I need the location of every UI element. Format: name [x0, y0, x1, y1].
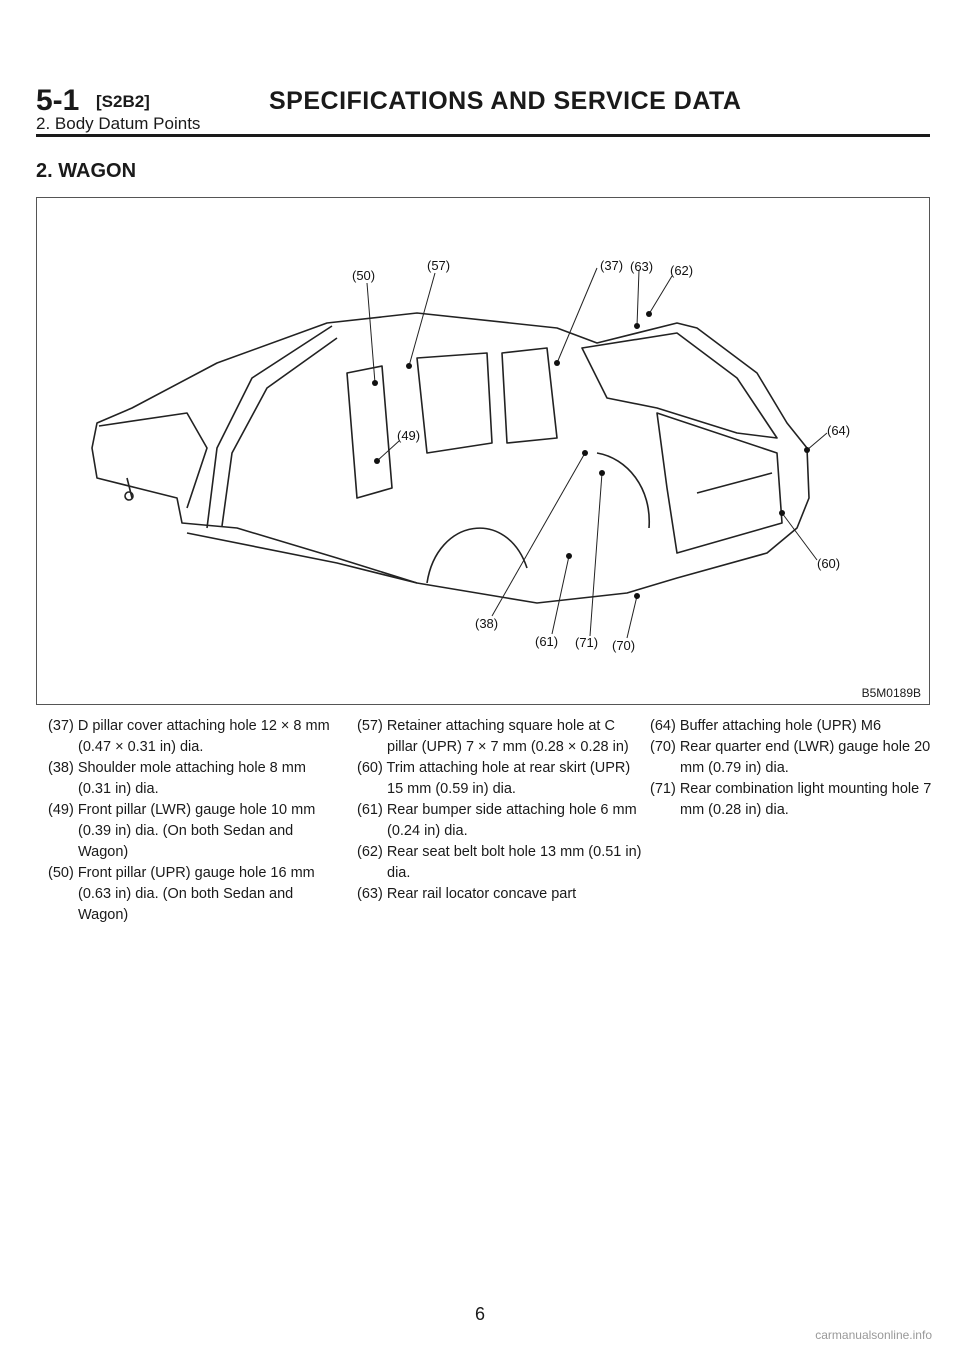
- legend-item: (60) Trim attaching hole at rear skirt (UPR) 15 mm (0.59 in) dia.: [357, 760, 631, 797]
- legend-item: (71) Rear combination light mounting hole 7 mm (0.28 in) dia.: [650, 781, 932, 818]
- callout-71: (71): [575, 635, 599, 650]
- callout-70: (70): [612, 638, 636, 653]
- callout-64: (64): [827, 423, 851, 438]
- section-title: SPECIFICATIONS AND SERVICE DATA: [269, 87, 742, 115]
- callout-61: (61): [535, 634, 559, 649]
- wagon-body-illustration: [37, 198, 929, 704]
- figure-id: B5M0189B: [861, 686, 921, 700]
- callout-60: (60): [817, 556, 841, 571]
- legend-item: (49) Front pillar (LWR) gauge hole 10 mm (0.39 in) dia. (On both Sedan and Wagon): [48, 802, 316, 860]
- legend-item: (63) Rear rail locator concave part: [357, 886, 577, 902]
- legend-column-1: [48, 716, 338, 926]
- callout-49: (49): [397, 428, 421, 443]
- page-heading: 2. WAGON: [36, 160, 137, 182]
- callout-63: (63): [630, 259, 654, 274]
- legend-item: (57) Retainer attaching square hole at C pillar (UPR) 7 × 7 mm (0.28 × 0.28 in): [357, 718, 629, 755]
- section-code: 5-1: [36, 84, 80, 117]
- callout-62: (62): [670, 263, 694, 278]
- section-tag: [S2B2]: [96, 92, 150, 111]
- header-rule: [36, 134, 930, 137]
- callout-50: (50): [352, 268, 376, 283]
- legend-item: (64) Buffer attaching hole (UPR) M6: [650, 718, 882, 734]
- watermark: carmanualsonline.info: [815, 1328, 932, 1342]
- legend-item: (37) D pillar cover attaching hole 12 × 8 mm (0.47 × 0.31 in) dia.: [48, 718, 330, 755]
- legend-column-3: [650, 716, 940, 821]
- legend-item: (38) Shoulder mole attaching hole 8 mm (0.31 in) dia.: [48, 760, 306, 797]
- callout-37: (37): [600, 258, 624, 273]
- callout-38: (38): [475, 616, 499, 631]
- legend-item: (62) Rear seat belt bolt hole 13 mm (0.51 in) dia.: [357, 844, 642, 881]
- callout-57: (57): [427, 258, 451, 273]
- legend-item: (61) Rear bumper side attaching hole 6 mm (0.24 in) dia.: [357, 802, 637, 839]
- legend-column-2: [357, 716, 647, 905]
- page-number: 6: [474, 1304, 485, 1324]
- section-subtitle: 2. Body Datum Points: [36, 114, 201, 133]
- body-diagram-figure: [36, 197, 930, 705]
- legend-item: (50) Front pillar (UPR) gauge hole 16 mm (0.63 in) dia. (On both Sedan and Wagon): [48, 865, 315, 923]
- legend-item: (70) Rear quarter end (LWR) gauge hole 20 mm (0.79 in) dia.: [650, 739, 931, 776]
